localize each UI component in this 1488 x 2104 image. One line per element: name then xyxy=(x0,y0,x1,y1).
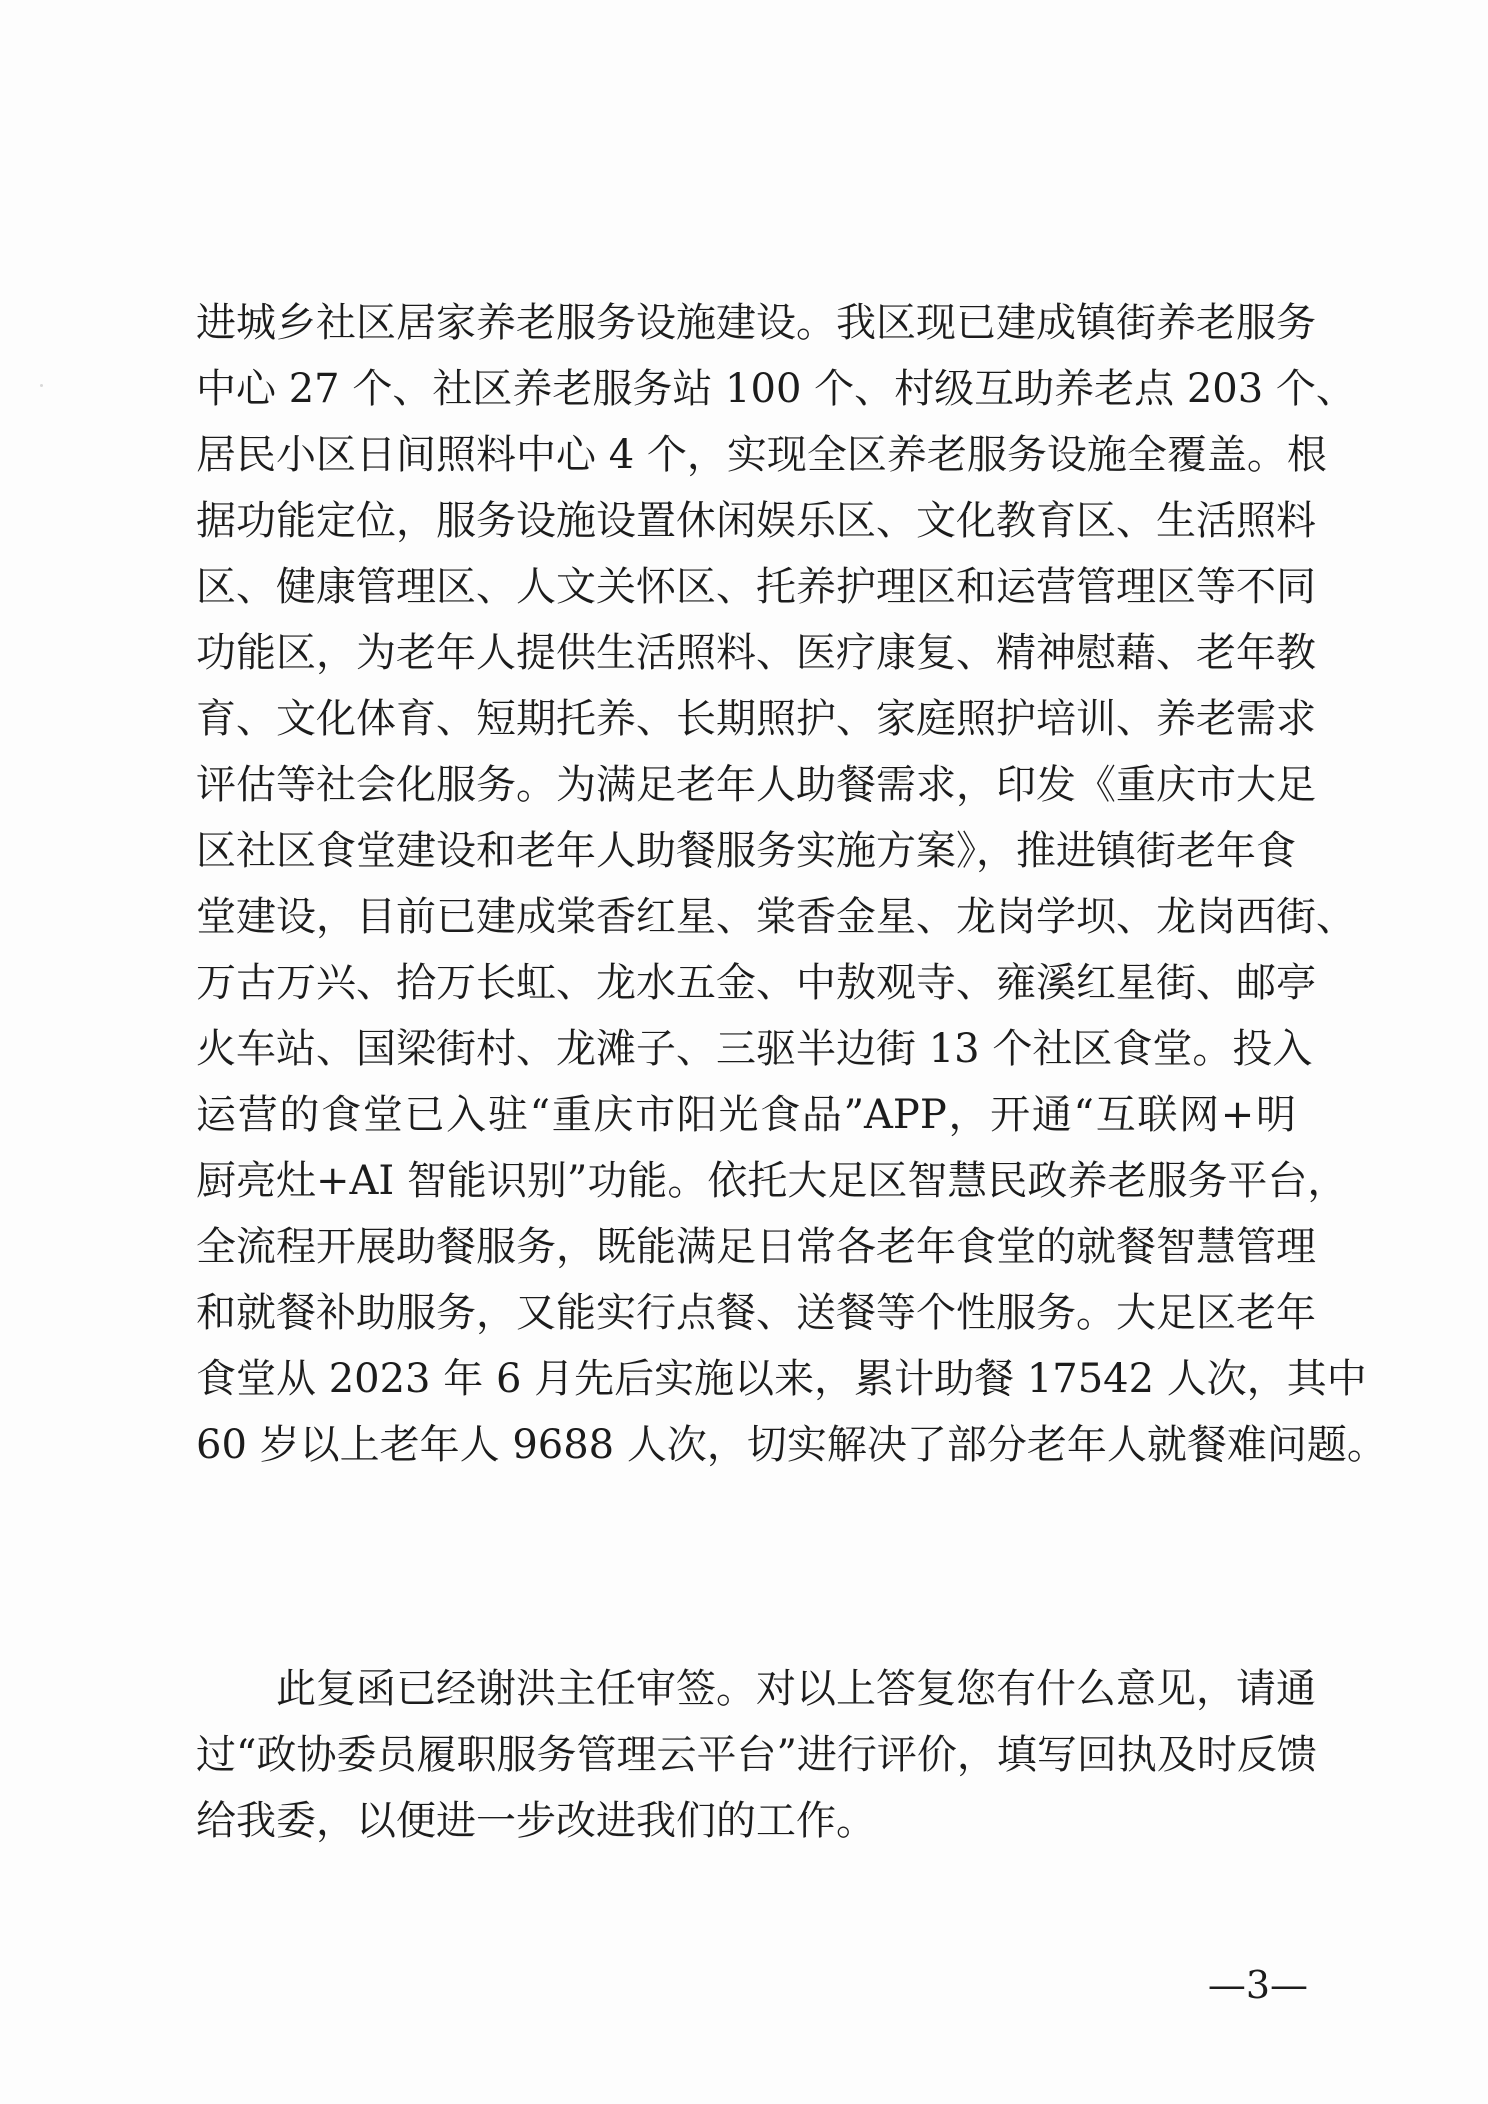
scan-speck xyxy=(40,384,43,387)
paragraph-1-line-2: 中心 27 个、社区养老服务站 100 个、村级互助养老点 203 个、 xyxy=(196,366,1356,412)
page-number: —3— xyxy=(1207,1963,1308,2007)
paragraph-1-line-15: 全流程开展助餐服务，既能满足日常各老年食堂的就餐智慧管理 xyxy=(196,1224,1316,1270)
paragraph-1-line-18: 60 岁以上老年人 9688 人次，切实解决了部分老年人就餐难问题。 xyxy=(196,1422,1387,1468)
paragraph-1-line-16: 和就餐补助服务，又能实行点餐、送餐等个性服务。大足区老年 xyxy=(196,1290,1316,1336)
paragraph-1-line-14: 厨亮灶+AI 智能识别”功能。依托大足区智慧民政养老服务平台， xyxy=(196,1158,1348,1204)
paragraph-1-line-1: 进城乡社区居家养老服务设施建设。我区现已建成镇街养老服务 xyxy=(196,300,1316,346)
paragraph-1-line-6: 功能区，为老年人提供生活照料、医疗康复、精神慰藉、老年教 xyxy=(196,630,1316,676)
paragraph-1-line-7: 育、文化体育、短期托养、长期照护、家庭照护培训、养老需求 xyxy=(196,696,1316,742)
paragraph-2-line-3: 给我委，以便进一步改进我们的工作。 xyxy=(196,1798,876,1844)
paragraph-1-line-3: 居民小区日间照料中心 4 个，实现全区养老服务设施全覆盖。根 xyxy=(196,432,1327,478)
paragraph-1-line-12: 火车站、国梁街村、龙滩子、三驱半边街 13 个社区食堂。投入 xyxy=(196,1026,1313,1072)
paragraph-2 xyxy=(196,1656,1317,1854)
paragraph-1-line-5: 区、健康管理区、人文关怀区、托养护理区和运营管理区等不同 xyxy=(196,564,1316,610)
paragraph-1-line-17: 食堂从 2023 年 6 月先后实施以来，累计助餐 17542 人次，其中 xyxy=(196,1356,1367,1402)
paragraph-1-line-11: 万古万兴、拾万长虹、龙水五金、中敖观寺、雍溪红星街、邮亭 xyxy=(196,960,1316,1006)
paragraph-1-line-13: 运营的食堂已入驻“重庆市阳光食品”APP，开通“互联网+明 xyxy=(196,1092,1296,1138)
paragraph-1-line-8: 评估等社会化服务。为满足老年人助餐需求，印发《重庆市大足 xyxy=(196,762,1316,808)
paragraph-1-line-4: 据功能定位，服务设施设置休闲娱乐区、文化教育区、生活照料 xyxy=(196,498,1316,544)
paragraph-1-line-9: 区社区食堂建设和老年人助餐服务实施方案》，推进镇街老年食 xyxy=(196,828,1296,874)
paragraph-2-line-1: 此复函已经谢洪主任审签。对以上答复您有什么意见，请通 xyxy=(276,1666,1316,1712)
paragraph-1-line-10: 堂建设，目前已建成棠香红星、棠香金星、龙岗学坝、龙岗西街、 xyxy=(196,894,1356,940)
paragraph-2-line-2: 过“政协委员履职服务管理云平台”进行评价，填写回执及时反馈 xyxy=(196,1732,1317,1778)
paragraph-1 xyxy=(196,290,1387,1478)
